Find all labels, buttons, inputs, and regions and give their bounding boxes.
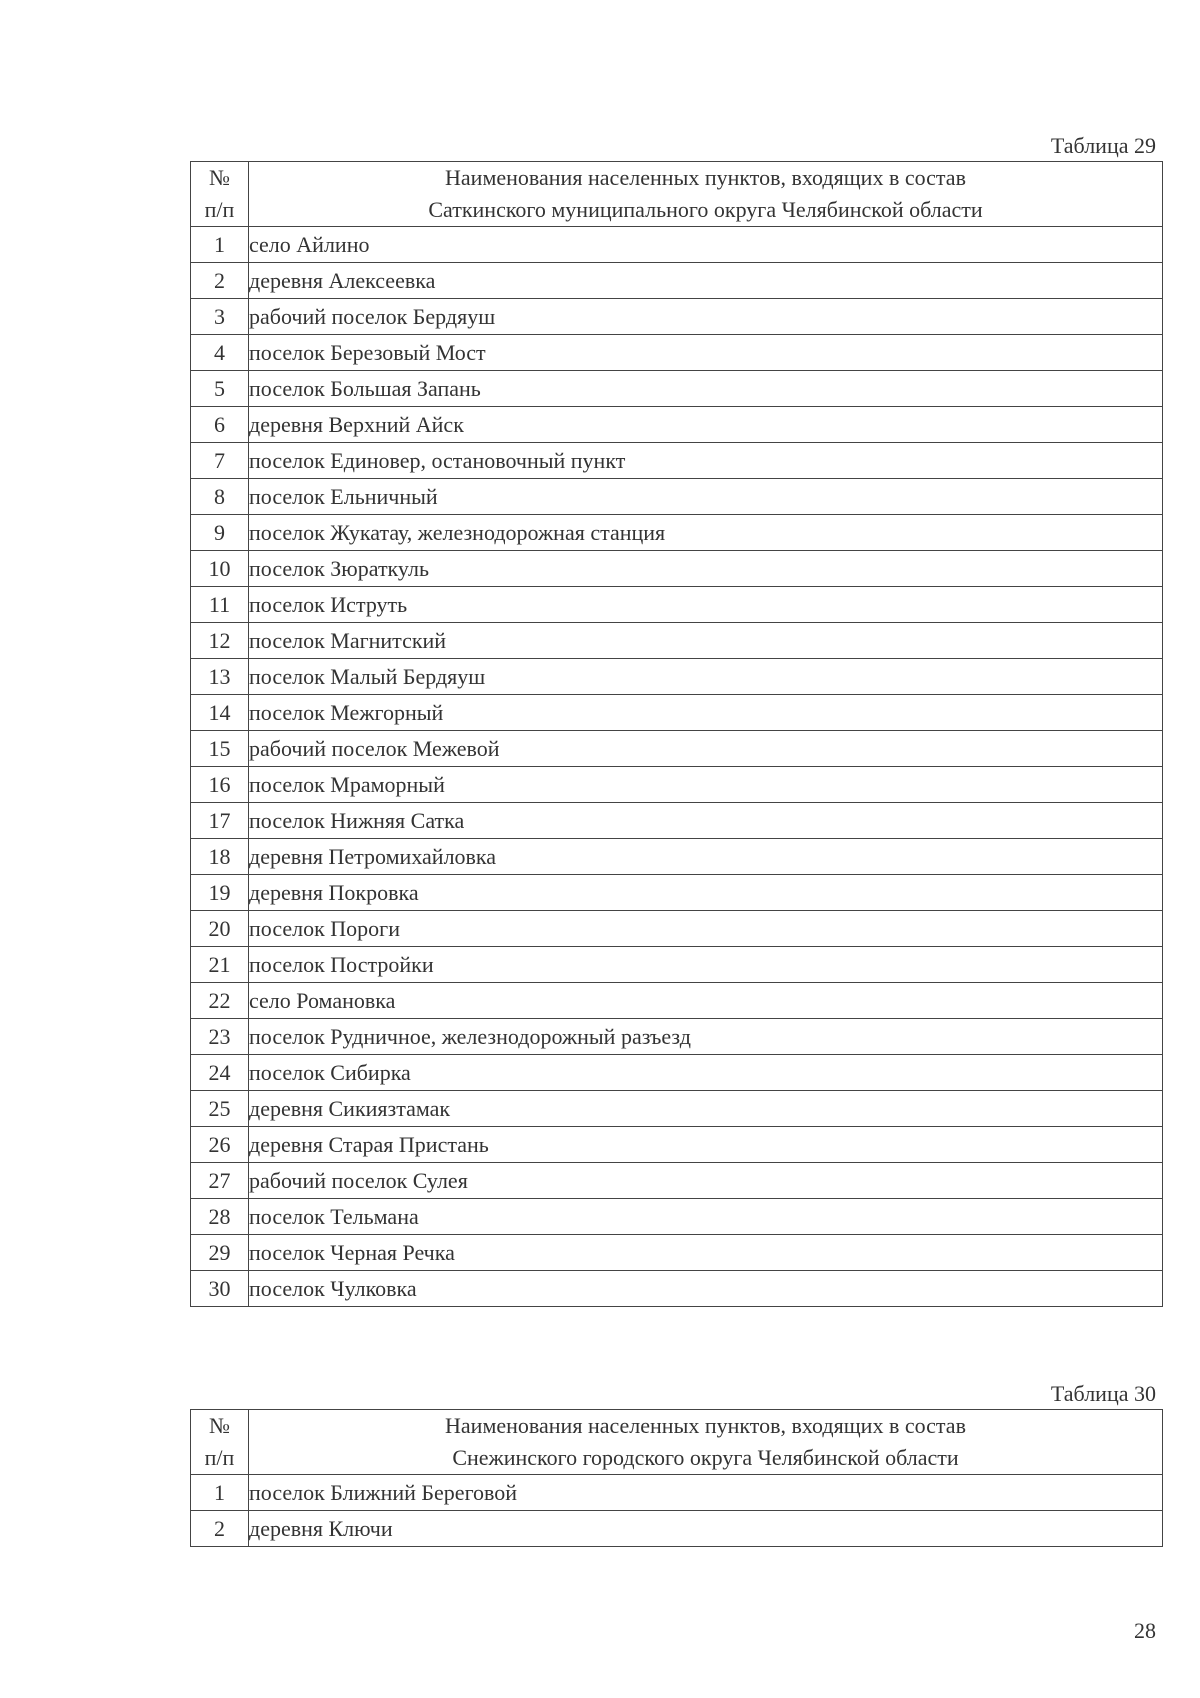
row-number: 28	[191, 1199, 249, 1235]
table-30-header-row	[191, 1410, 1163, 1475]
table-row	[191, 407, 1163, 443]
row-number: 30	[191, 1271, 249, 1307]
header-name-line-2: Снежинского городского округа Челябинской области	[452, 1445, 959, 1470]
table-row	[191, 911, 1163, 947]
table-row	[191, 479, 1163, 515]
settlement-name: поселок Сибирка	[249, 1055, 1163, 1091]
settlement-name: поселок Зюраткуль	[249, 551, 1163, 587]
table-row	[191, 1127, 1163, 1163]
row-number: 17	[191, 803, 249, 839]
table-row	[191, 767, 1163, 803]
settlement-name: поселок Малый Бердяуш	[249, 659, 1163, 695]
page-number: 28	[1134, 1618, 1156, 1643]
table-row	[191, 803, 1163, 839]
table-row	[191, 1199, 1163, 1235]
row-number: 22	[191, 983, 249, 1019]
row-number: 27	[191, 1163, 249, 1199]
table-row	[191, 983, 1163, 1019]
settlement-name: поселок Большая Запань	[249, 371, 1163, 407]
table-row	[191, 623, 1163, 659]
table-row	[191, 299, 1163, 335]
table-row	[191, 1271, 1163, 1307]
row-number: 2	[191, 1511, 249, 1547]
row-number: 12	[191, 623, 249, 659]
header-name-line-1: Наименования населенных пунктов, входящих в состав	[445, 165, 966, 190]
settlement-name: село Айлино	[249, 227, 1163, 263]
settlement-name: поселок Постройки	[249, 947, 1163, 983]
header-number-abbrev: п/п	[204, 1445, 235, 1470]
table-row	[191, 839, 1163, 875]
table-row	[191, 1163, 1163, 1199]
settlement-name: поселок Межгорный	[249, 695, 1163, 731]
table-row	[191, 443, 1163, 479]
settlement-name: поселок Жукатау, железнодорожная станция	[249, 515, 1163, 551]
settlement-name: деревня Старая Пристань	[249, 1127, 1163, 1163]
table-row	[191, 695, 1163, 731]
header-number-symbol: №	[209, 165, 230, 190]
table-row	[191, 1019, 1163, 1055]
settlement-name: поселок Иструть	[249, 587, 1163, 623]
row-number: 16	[191, 767, 249, 803]
table-row	[191, 551, 1163, 587]
header-number-abbrev: п/п	[204, 197, 235, 222]
row-number: 6	[191, 407, 249, 443]
table-row	[191, 587, 1163, 623]
row-number: 19	[191, 875, 249, 911]
table-row	[191, 335, 1163, 371]
header-name-cell	[249, 162, 1163, 227]
header-number-symbol: №	[209, 1413, 230, 1438]
table-row	[191, 1091, 1163, 1127]
row-number: 4	[191, 335, 249, 371]
table-row	[191, 1511, 1163, 1547]
row-number: 1	[191, 1475, 249, 1511]
row-number: 24	[191, 1055, 249, 1091]
settlement-name: поселок Ближний Береговой	[249, 1475, 1163, 1511]
row-number: 15	[191, 731, 249, 767]
row-number: 3	[191, 299, 249, 335]
row-number: 8	[191, 479, 249, 515]
settlement-name: село Романовка	[249, 983, 1163, 1019]
settlement-name: поселок Ельничный	[249, 479, 1163, 515]
row-number: 20	[191, 911, 249, 947]
table-29-body	[191, 227, 1163, 1307]
settlement-name: поселок Магнитский	[249, 623, 1163, 659]
settlement-name: поселок Березовый Мост	[249, 335, 1163, 371]
row-number: 5	[191, 371, 249, 407]
row-number: 2	[191, 263, 249, 299]
row-number: 10	[191, 551, 249, 587]
row-number: 9	[191, 515, 249, 551]
table-29	[190, 161, 1163, 1307]
row-number: 18	[191, 839, 249, 875]
row-number: 25	[191, 1091, 249, 1127]
settlement-name: поселок Единовер, остановочный пункт	[249, 443, 1163, 479]
settlement-name: деревня Ключи	[249, 1511, 1163, 1547]
header-number-cell	[191, 162, 249, 227]
table-row	[191, 263, 1163, 299]
row-number: 11	[191, 587, 249, 623]
row-number: 1	[191, 227, 249, 263]
table-row	[191, 371, 1163, 407]
settlement-name: поселок Рудничное, железнодорожный разъезд	[249, 1019, 1163, 1055]
table-row	[191, 659, 1163, 695]
table-row	[191, 1055, 1163, 1091]
settlement-name: поселок Пороги	[249, 911, 1163, 947]
table-29-header-row	[191, 162, 1163, 227]
settlement-name: деревня Петромихайловка	[249, 839, 1163, 875]
settlement-name: рабочий поселок Межевой	[249, 731, 1163, 767]
row-number: 21	[191, 947, 249, 983]
settlement-name: рабочий поселок Сулея	[249, 1163, 1163, 1199]
row-number: 29	[191, 1235, 249, 1271]
settlement-name: рабочий поселок Бердяуш	[249, 299, 1163, 335]
settlement-name: деревня Сикиязтамак	[249, 1091, 1163, 1127]
table-29-caption: Таблица 29	[1050, 133, 1156, 158]
header-name-line-2: Саткинского муниципального округа Челябинской области	[428, 197, 983, 222]
settlement-name: поселок Чулковка	[249, 1271, 1163, 1307]
row-number: 26	[191, 1127, 249, 1163]
settlement-name: поселок Тельмана	[249, 1199, 1163, 1235]
table-row	[191, 515, 1163, 551]
table-30	[190, 1409, 1163, 1547]
settlement-name: деревня Покровка	[249, 875, 1163, 911]
settlement-name: поселок Черная Речка	[249, 1235, 1163, 1271]
header-name-line-1: Наименования населенных пунктов, входящих в состав	[445, 1413, 966, 1438]
row-number: 13	[191, 659, 249, 695]
table-row	[191, 875, 1163, 911]
table-row	[191, 731, 1163, 767]
header-name-cell	[249, 1410, 1163, 1475]
settlement-name: деревня Верхний Айск	[249, 407, 1163, 443]
settlement-name: деревня Алексеевка	[249, 263, 1163, 299]
row-number: 23	[191, 1019, 249, 1055]
settlement-name: поселок Мраморный	[249, 767, 1163, 803]
row-number: 7	[191, 443, 249, 479]
table-row	[191, 1475, 1163, 1511]
table-30-body	[191, 1475, 1163, 1547]
settlement-name: поселок Нижняя Сатка	[249, 803, 1163, 839]
table-row	[191, 947, 1163, 983]
row-number: 14	[191, 695, 249, 731]
header-number-cell	[191, 1410, 249, 1475]
table-row	[191, 1235, 1163, 1271]
table-row	[191, 227, 1163, 263]
table-30-caption: Таблица 30	[1050, 1381, 1156, 1406]
